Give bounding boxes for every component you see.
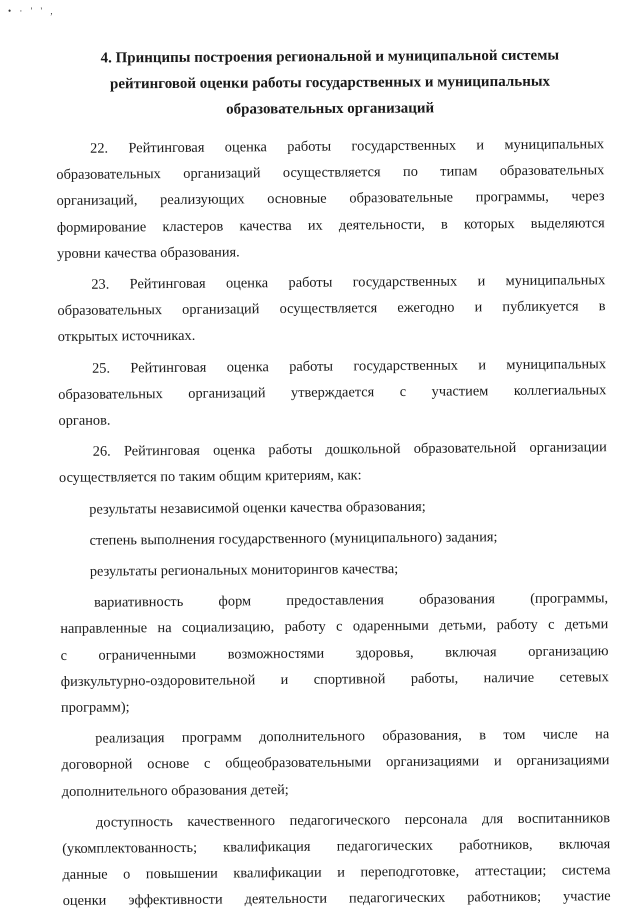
paragraph-line: данные о повышении квалификации и переподготовке, аттестации; система	[62, 862, 611, 884]
paragraph-22	[56, 131, 605, 267]
paragraph-line: формирование кластеров качества их деятельности, в которых выделяются	[56, 214, 605, 236]
criterion-item	[60, 585, 609, 721]
criterion-item	[61, 721, 610, 804]
paragraph-line: доступность качественного педагогического персонала для воспитанников	[95, 810, 611, 831]
paragraph-line: договорной основе с общеобразовательными организациями и организациями	[61, 752, 610, 774]
paragraph-line: результаты региональных мониторингов качества;	[89, 561, 399, 580]
paragraph-line: органов.	[58, 412, 111, 430]
paragraph-line: дополнительного образования детей;	[61, 781, 289, 800]
document-body	[56, 131, 611, 914]
paragraph-line: открытых источниках.	[57, 328, 196, 346]
paragraph-line: вариативность форм предоставления образования (программы,	[94, 590, 609, 611]
section-heading	[60, 42, 600, 123]
paragraph-line: реализация программ дополнительного образования, в том числе на	[95, 726, 610, 747]
paragraph-line: (укомплектованность; квалификация педагогических работников, включая	[62, 836, 611, 858]
paragraph-23	[57, 267, 606, 350]
paragraph-line: 25. Рейтинговая оценка работы государственных и муниципальных	[91, 355, 607, 377]
paragraph-line: степень выполнения государственного (муниципального) задания;	[89, 529, 498, 549]
paragraph-line: направленные на социализацию, работу с одаренными детьми, работу с детьми	[60, 616, 609, 638]
paragraph-26	[59, 434, 607, 491]
heading-line-1: 4. Принципы построения региональной и муниципальной системы	[100, 47, 560, 67]
paragraph-line: образовательных организаций осуществляется ежегодно и публикуется в	[57, 298, 606, 320]
scan-marks: • · ' ' ,	[8, 6, 56, 16]
paragraph-line: с ограниченными возможностями здоровья, включая организацию	[60, 642, 609, 664]
paragraph-line: организаций, реализующих основные образовательные программы, через	[56, 188, 605, 210]
paragraph-line: образовательных организаций осуществляется по типам образовательных	[56, 162, 605, 184]
paragraph-line: 23. Рейтинговая оценка работы государственных и муниципальных	[91, 272, 606, 293]
paragraph-line: 26. Рейтинговая оценка работы дошкольной образовательной организации	[92, 439, 607, 460]
paragraph-25	[58, 351, 607, 434]
paragraph-line: уровни качества образования.	[56, 244, 240, 262]
paragraph-line: осуществляется по таким общим критериям, как:	[58, 467, 362, 487]
heading-line-3: образовательных организаций	[226, 100, 435, 118]
paragraph-line: образовательных организаций утверждается с участием коллегиальных	[58, 382, 607, 403]
paragraph-line: программ);	[60, 699, 130, 717]
paragraph-line: физкультурно-оздоровительной и спортивной работы, наличие сетевых	[60, 669, 609, 690]
paragraph-line: оценки эффективности деятельности педагогических работников; участие	[62, 888, 611, 910]
heading-line-2: рейтинговой оценки работы государственных и муниципальных	[109, 73, 551, 93]
criterion-item	[62, 805, 611, 915]
paragraph-line: результаты независимой оценки качества образования;	[89, 498, 426, 518]
paragraph-line: 22. Рейтинговая оценка работы государственных и муниципальных	[90, 136, 605, 157]
